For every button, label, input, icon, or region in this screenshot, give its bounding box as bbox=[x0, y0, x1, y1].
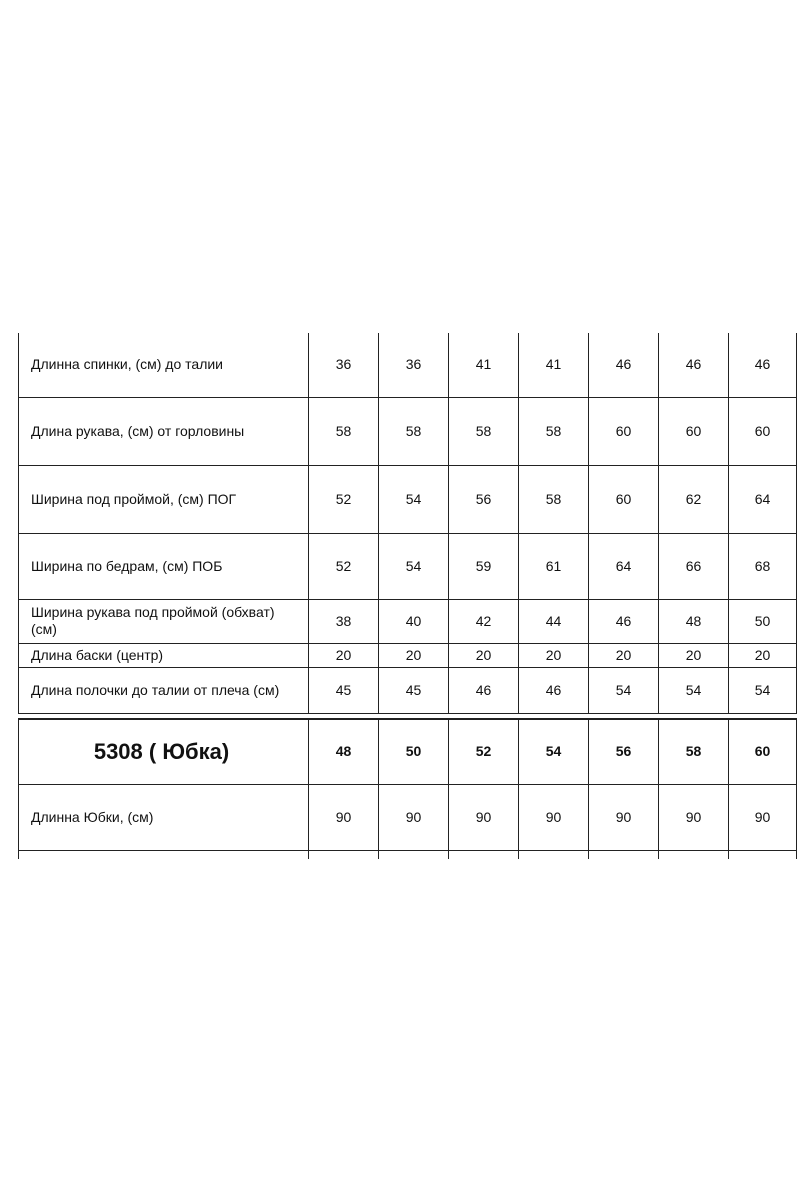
row-label: Ширина рукава под проймой (обхват) (см) bbox=[19, 599, 309, 643]
size-value: 60 bbox=[659, 397, 729, 465]
size-value: 20 bbox=[379, 643, 449, 667]
row-label: Длина рукава, (см) от горловины bbox=[19, 397, 309, 465]
size-value: 90 bbox=[309, 785, 379, 851]
size-value: 52 bbox=[309, 533, 379, 599]
size-value: 52 bbox=[309, 465, 379, 533]
size-value: 20 bbox=[449, 643, 519, 667]
size-value: 36 bbox=[379, 333, 449, 397]
size-value: 60 bbox=[589, 397, 659, 465]
size-value: 59 bbox=[449, 533, 519, 599]
size-value: 50 bbox=[729, 599, 797, 643]
cropped-cell bbox=[589, 851, 659, 860]
size-value: 58 bbox=[519, 465, 589, 533]
size-value: 20 bbox=[729, 643, 797, 667]
size-value: 20 bbox=[589, 643, 659, 667]
row-label: Ширина по бедрам, (см) ПОБ bbox=[19, 533, 309, 599]
size-value: 90 bbox=[729, 785, 797, 851]
size-value: 42 bbox=[449, 599, 519, 643]
size-value: 90 bbox=[379, 785, 449, 851]
cropped-cell bbox=[19, 851, 309, 860]
size-value: 20 bbox=[519, 643, 589, 667]
size-value: 46 bbox=[589, 333, 659, 397]
size-header: 60 bbox=[729, 719, 797, 785]
row-label: Ширина под проймой, (см) ПОГ bbox=[19, 465, 309, 533]
size-header: 52 bbox=[449, 719, 519, 785]
size-value: 64 bbox=[589, 533, 659, 599]
table-row bbox=[19, 667, 797, 713]
cropped-cell bbox=[449, 851, 519, 860]
size-value: 45 bbox=[379, 667, 449, 713]
size-value: 40 bbox=[379, 599, 449, 643]
size-value: 64 bbox=[729, 465, 797, 533]
size-value: 56 bbox=[449, 465, 519, 533]
table-row bbox=[19, 785, 797, 851]
skirt-header-row bbox=[19, 719, 797, 785]
table-row bbox=[19, 643, 797, 667]
size-value: 45 bbox=[309, 667, 379, 713]
row-label: Длинна спинки, (см) до талии bbox=[19, 333, 309, 397]
table-row bbox=[19, 465, 797, 533]
size-header: 50 bbox=[379, 719, 449, 785]
size-value: 46 bbox=[449, 667, 519, 713]
size-value: 61 bbox=[519, 533, 589, 599]
size-value: 20 bbox=[309, 643, 379, 667]
size-table bbox=[18, 333, 797, 859]
size-value: 90 bbox=[449, 785, 519, 851]
size-value: 60 bbox=[589, 465, 659, 533]
size-value: 54 bbox=[379, 533, 449, 599]
cropped-cell bbox=[519, 851, 589, 860]
size-value: 58 bbox=[449, 397, 519, 465]
table-row bbox=[19, 397, 797, 465]
table-row bbox=[19, 333, 797, 397]
size-value: 54 bbox=[659, 667, 729, 713]
cropped-cell bbox=[659, 851, 729, 860]
size-value: 90 bbox=[519, 785, 589, 851]
size-value: 90 bbox=[659, 785, 729, 851]
row-label: Длина полочки до талии от плеча (см) bbox=[19, 667, 309, 713]
size-value: 20 bbox=[659, 643, 729, 667]
size-value: 62 bbox=[659, 465, 729, 533]
size-value: 46 bbox=[589, 599, 659, 643]
size-header: 56 bbox=[589, 719, 659, 785]
size-value: 46 bbox=[659, 333, 729, 397]
size-value: 90 bbox=[589, 785, 659, 851]
size-header: 48 bbox=[309, 719, 379, 785]
size-header: 54 bbox=[519, 719, 589, 785]
size-value: 60 bbox=[729, 397, 797, 465]
size-value: 41 bbox=[449, 333, 519, 397]
size-value: 66 bbox=[659, 533, 729, 599]
size-value: 58 bbox=[519, 397, 589, 465]
size-header: 58 bbox=[659, 719, 729, 785]
cropped-cell bbox=[309, 851, 379, 860]
cropped-cell bbox=[729, 851, 797, 860]
size-value: 54 bbox=[729, 667, 797, 713]
skirt-section-title: 5308 ( Юбка) bbox=[19, 719, 309, 785]
table-row bbox=[19, 599, 797, 643]
size-value: 54 bbox=[589, 667, 659, 713]
size-value: 44 bbox=[519, 599, 589, 643]
size-value: 46 bbox=[519, 667, 589, 713]
row-label: Длинна Юбки, (см) bbox=[19, 785, 309, 851]
size-value: 58 bbox=[309, 397, 379, 465]
table-row-cropped bbox=[19, 851, 797, 860]
size-value: 48 bbox=[659, 599, 729, 643]
size-value: 46 bbox=[729, 333, 797, 397]
size-value: 38 bbox=[309, 599, 379, 643]
size-value: 36 bbox=[309, 333, 379, 397]
row-label: Длина баски (центр) bbox=[19, 643, 309, 667]
table-row bbox=[19, 533, 797, 599]
size-value: 68 bbox=[729, 533, 797, 599]
size-value: 41 bbox=[519, 333, 589, 397]
size-value: 58 bbox=[379, 397, 449, 465]
cropped-cell bbox=[379, 851, 449, 860]
size-value: 54 bbox=[379, 465, 449, 533]
